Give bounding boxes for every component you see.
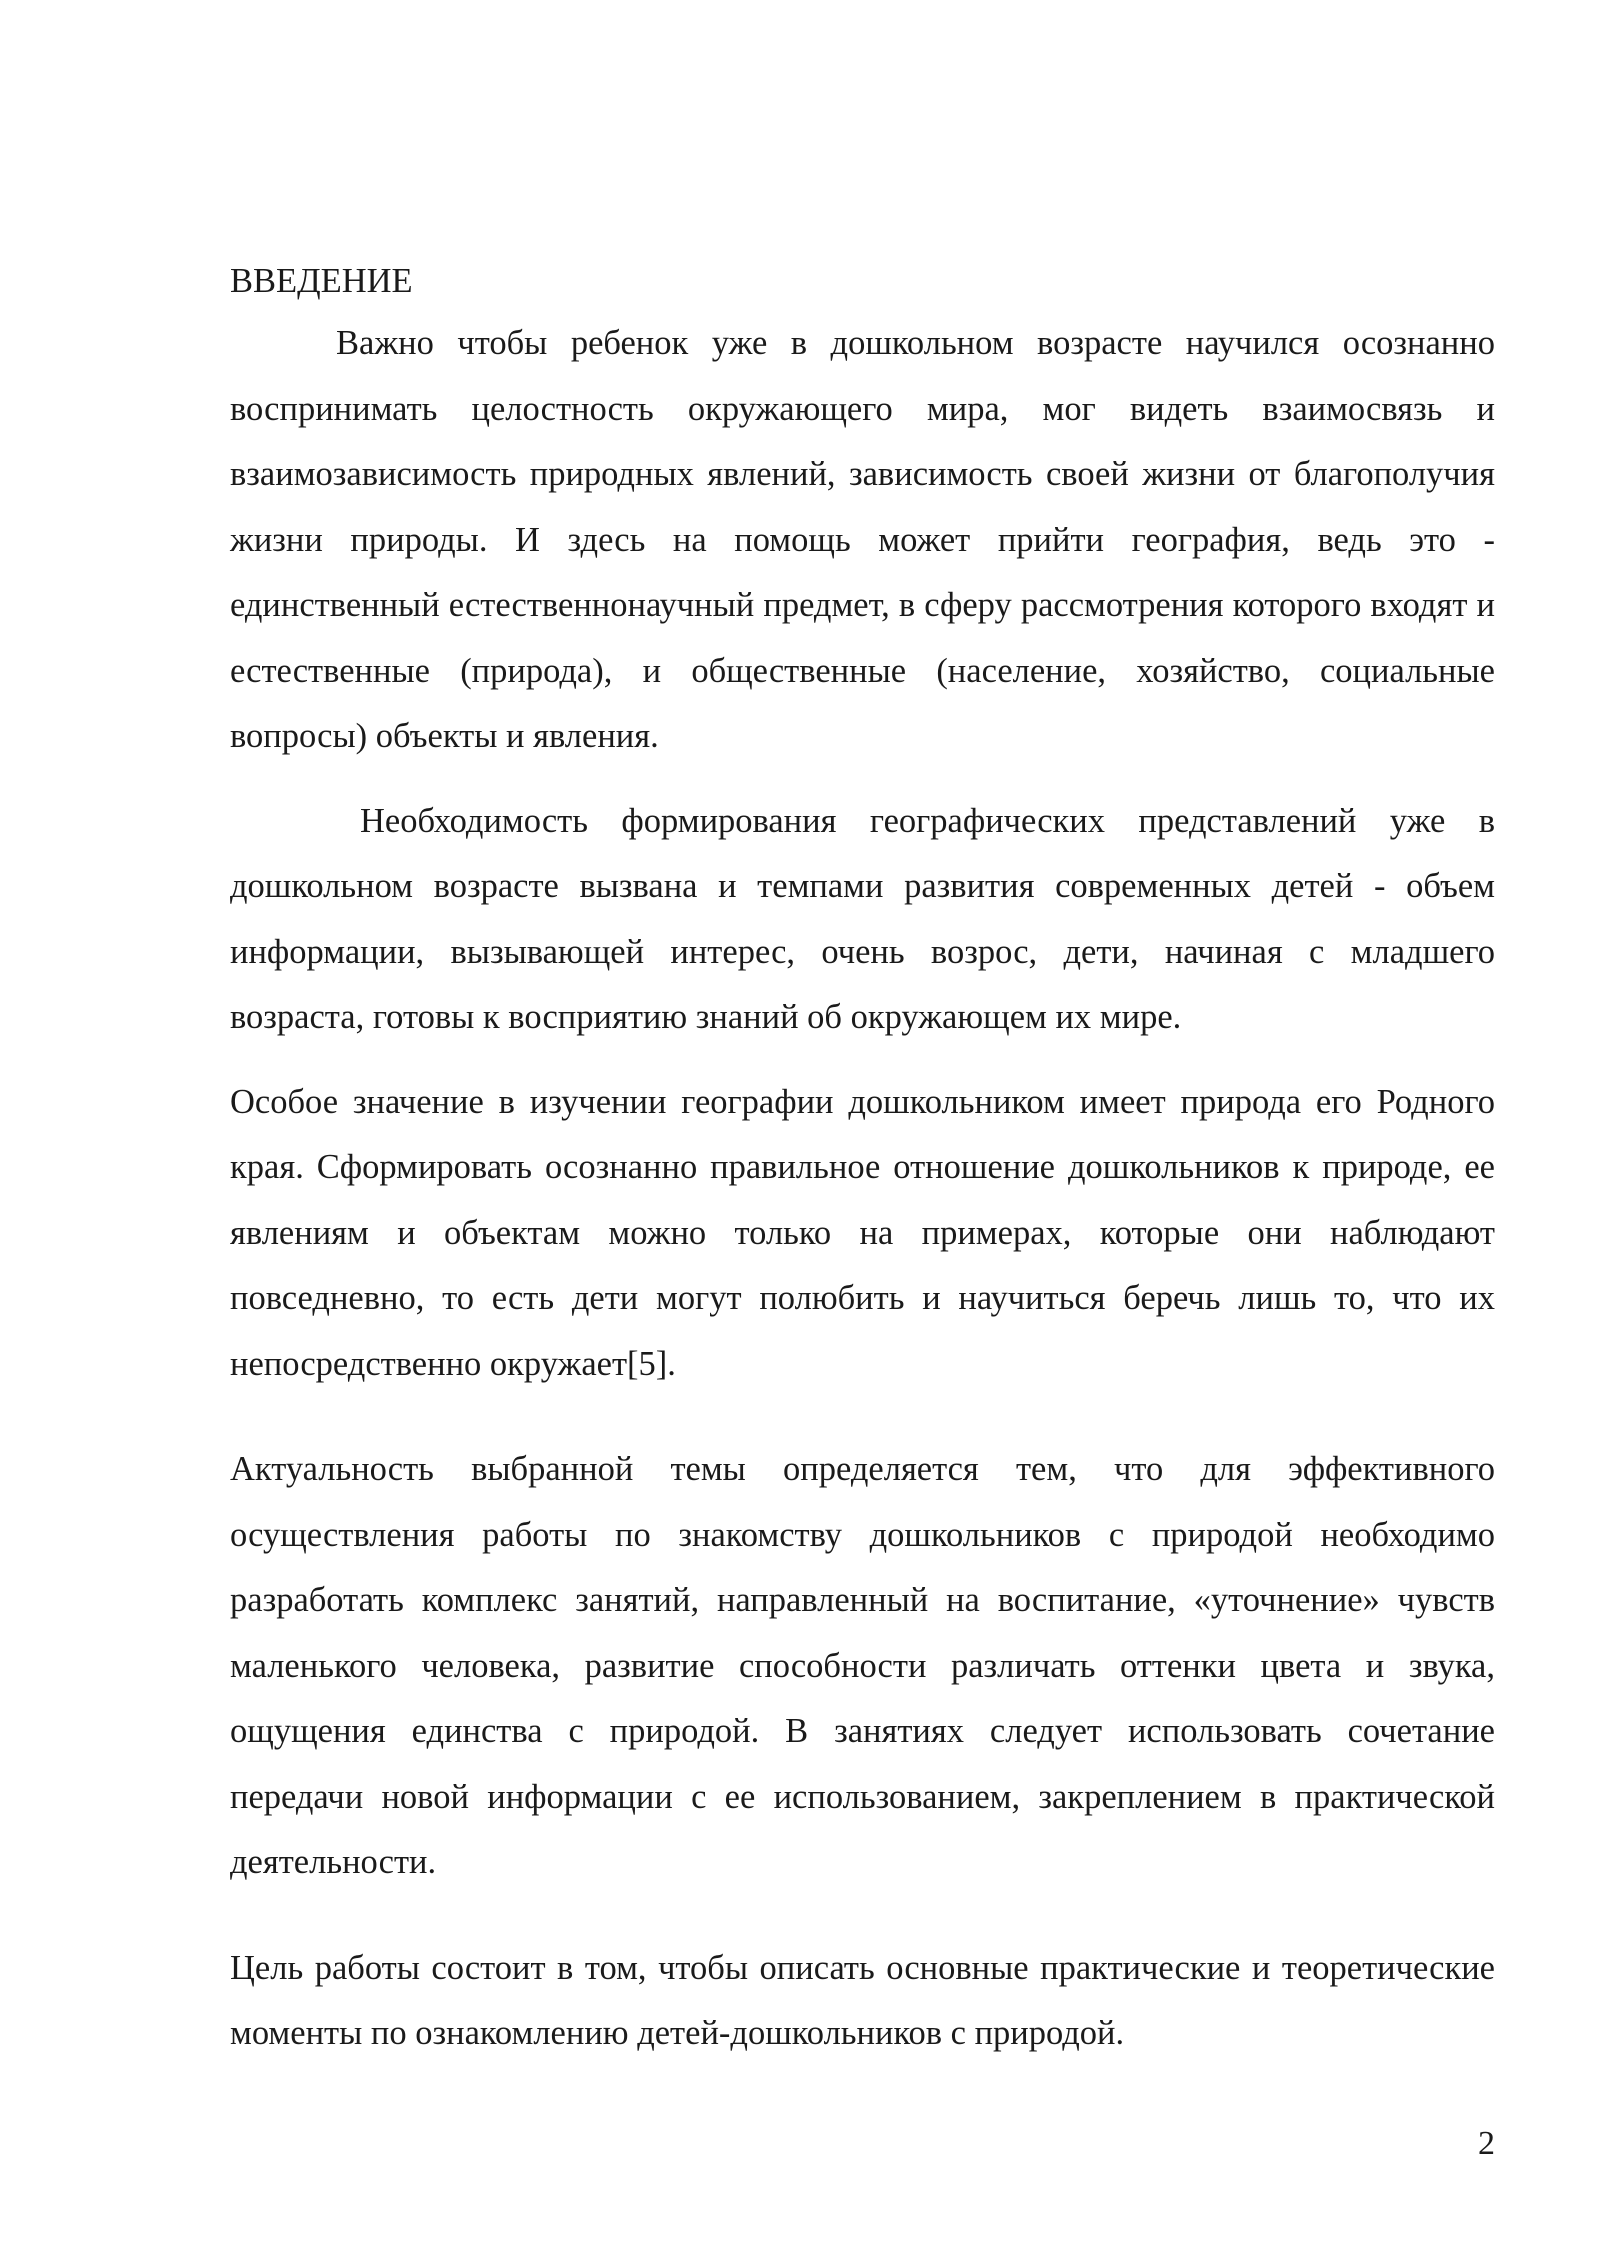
- paragraph-relevance: Актуальность выбранной темы определяется тем, что для эффективного осуществления работы по знакомству дошкольников с природой необходимо разработать комплекс занятий, направленный на воспитание, «уточнение» чувств маленького человека, развитие способности различать оттенки цвета и звука, ощущения единства с природой. В занятиях следует использовать сочетание передачи новой информации с ее использованием, закреплением в практической деятельности.: [230, 1450, 1495, 1881]
- paragraph-introduction: Важно чтобы ребенок уже в дошкольном возрасте научился осознанно воспринимать целостность окружающего мира, мог видеть взаимосвязь и взаимозависимость природных явлений, зависимость своей жизни от благополучия жизни природы. И здесь на помощь может прийти география, ведь это - единственный естественнонаучный предмет, в сферу рассмотрения которого входят и естественные (природа), и общественные (население, хозяйство, социальные вопросы) объекты и явления.: [230, 324, 1495, 755]
- section-heading: ВВЕДЕНИЕ: [230, 262, 413, 300]
- document-body: [230, 251, 1495, 2067]
- paragraph-native-land: Особое значение в изучении географии дошкольником имеет природа его Родного края. Сформировать осознанно правильное отношение дошкольников к природе, ее явлениям и объектам можно только на примерах, которые они наблюдают повседневно, то есть дети могут полюбить и научиться беречь лишь то, что их непосредственно окружает[5].: [230, 1082, 1495, 1383]
- paragraph-necessity: Необходимость формирования географических представлений уже в дошкольном возрасте вызвана и темпами развития современных детей - объем информации, вызывающей интерес, очень возрос, дети, начиная с младшего возраста, готовы к восприятию знаний об окружающем их мире.: [230, 801, 1495, 1036]
- paragraph-goal: Цель работы состоит в том, чтобы описать основные практические и теоретические моменты по ознакомлению детей-дошкольников с природой.: [230, 1948, 1495, 2052]
- page-number: 2: [1478, 2125, 1495, 2162]
